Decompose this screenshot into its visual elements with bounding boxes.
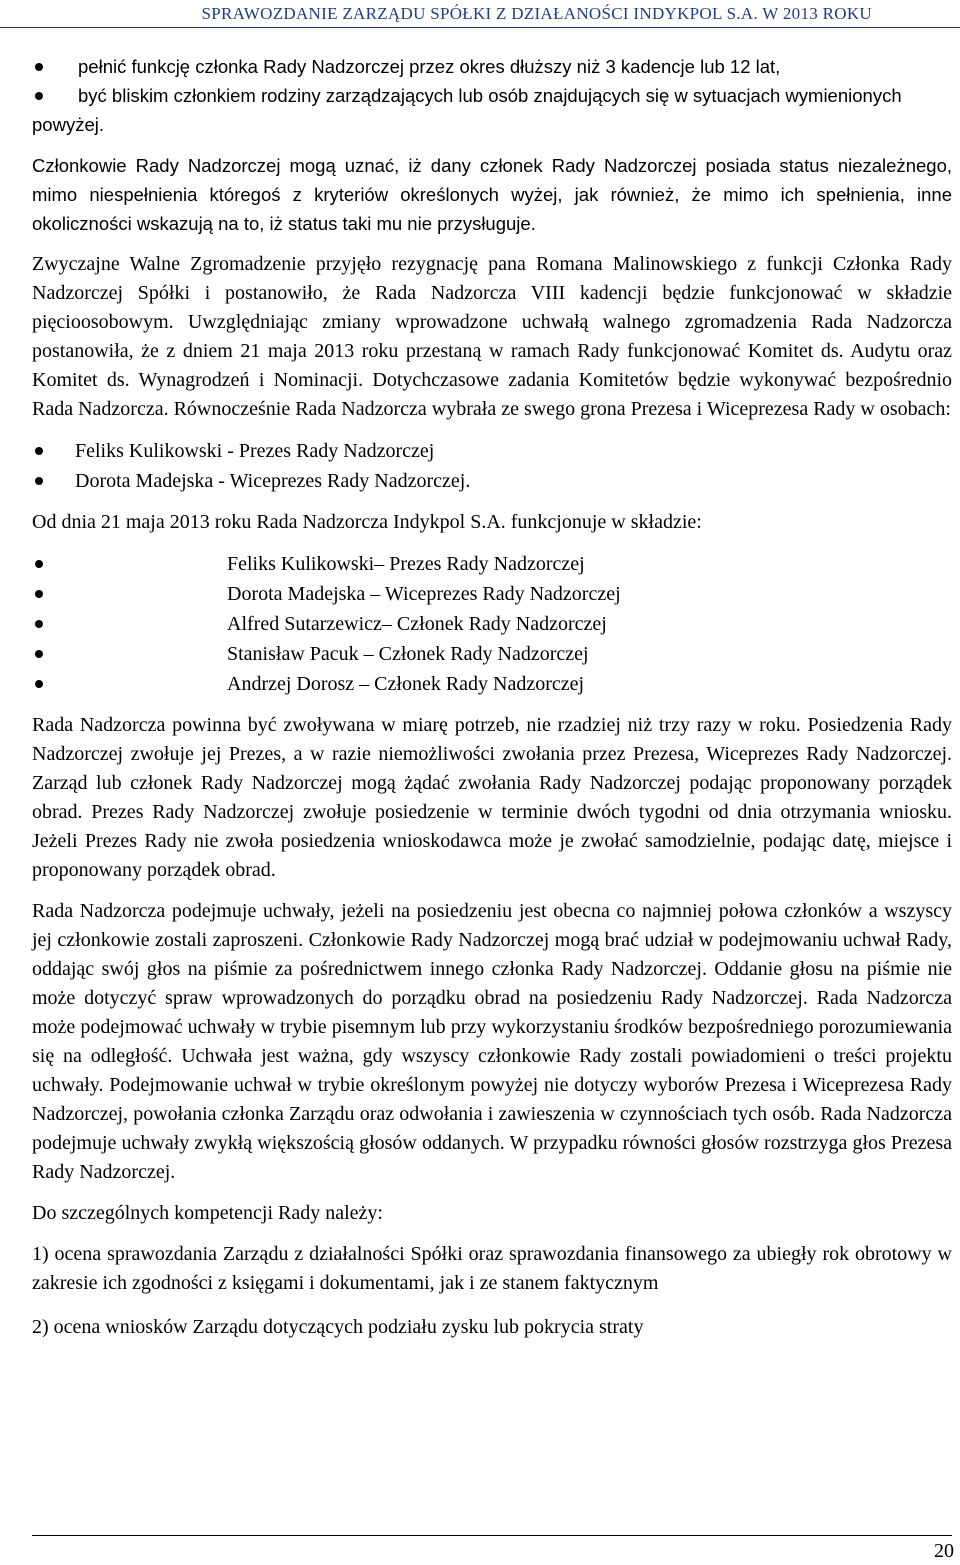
page-header: SPRAWOZDANIE ZARZĄDU SPÓŁKI Z DZIAŁANOŚCI INDYKPOL S.A. W 2013 ROKU xyxy=(0,0,960,28)
independence-criteria-list xyxy=(32,52,952,139)
bullet-icon xyxy=(35,680,43,688)
bullet-icon xyxy=(35,650,43,658)
list-item: Dorota Madejska – Wiceprezes Rady Nadzorczej xyxy=(32,579,952,609)
list-item: być bliskim członkiem rodziny zarządzających lub osób znajdujących się w sytuacjach wymienionych powyżej. xyxy=(32,85,902,135)
bullet-icon xyxy=(35,560,43,568)
board-members-list xyxy=(32,549,952,699)
list-item: Andrzej Dorosz – Członek Rady Nadzorczej xyxy=(32,669,952,699)
composition-intro: Od dnia 21 maja 2013 roku Rada Nadzorcza Indykpol S.A. funkcjonuje w składzie: xyxy=(32,511,702,533)
bullet-icon xyxy=(35,447,43,455)
bullet-icon xyxy=(35,620,43,628)
list-item: Dorota Madejska - Wiceprezes Rady Nadzorczej. xyxy=(32,466,952,496)
list-item: Alfred Sutarzewicz– Członek Rady Nadzorczej xyxy=(32,609,952,639)
list-item: Feliks Kulikowski - Prezes Rady Nadzorczej xyxy=(32,436,952,466)
list-item: 1) ocena sprawozdania Zarządu z działalności Spółki oraz sprawozdania finansowego za ubiegły rok obrotowy w zakresie ich zgodności z księgami i dokumentami, jak i ze stanem faktycznym xyxy=(32,1243,952,1294)
bullet-icon xyxy=(35,477,43,485)
bullet-icon xyxy=(35,590,43,598)
page-content xyxy=(32,52,952,1357)
page-number: 20 xyxy=(934,1540,954,1562)
bullet-icon xyxy=(35,92,43,100)
competences-intro: Do szczególnych kompetencji Rady należy: xyxy=(32,1202,383,1224)
competences-list xyxy=(32,1240,952,1342)
resolutions-paragraph: Rada Nadzorcza podejmuje uchwały, jeżeli na posiedzeniu jest obecna co najmniej połowa członków a wszyscy jej członkowie zostali zaproszeni. Członkowie Rady Nadzorczej mogą brać udział w podejmowaniu uchwał Rady, oddając swój głos na piśmie za pośrednictwem innego członka Rady Nadzorczej. Oddanie głosu na piśmie nie może dotyczyć spraw wprowadzonych do porządku obrad na posiedzeniu Rady Nadzorczej. Rada Nadzorcza może podejmować uchwały w trybie pisemnym lub przy wykorzystaniu środków bezpośredniego porozumiewania się na odległość. Uchwała jest ważna, gdy wszyscy członkowie Rady zostali powiadomieni o treści projektu uchwały. Podejmowanie uchwał w trybie określonym powyżej nie dotyczy wyborów Prezesa i Wiceprezesa Rady Nadzorczej, powołania członka Zarządu oraz odwołania i zawieszenia w czynnościach tych osób. Rada Nadzorcza podejmuje uchwały zwykłą większością głosów oddanych. W przypadku równości głosów rozstrzyga głos Prezesa Rady Nadzorczej. xyxy=(32,900,952,1183)
elected-officers-list xyxy=(32,436,952,496)
bullet-icon xyxy=(35,63,43,71)
independence-paragraph: Członkowie Rady Nadzorczej mogą uznać, iż dany członek Rady Nadzorczej posiada status niezależnego, mimo niespełnienia któregoś z kryteriów określonych wyżej, jak również, że mimo ich spełnienia, inne okoliczności wskazują na to, iż status taki mu nie przysługuje. xyxy=(32,155,952,234)
footer-divider xyxy=(32,1535,952,1536)
list-item: pełnić funkcję członka Rady Nadzorczej przez okres dłuższy niż 3 kadencje lub 12 lat, xyxy=(32,52,952,81)
list-item: Stanisław Pacuk – Członek Rady Nadzorczej xyxy=(32,639,952,669)
resignation-paragraph: Zwyczajne Walne Zgromadzenie przyjęło rezygnację pana Romana Malinowskiego z funkcji Członka Rady Nadzorczej Spółki i postanowiło, że Rada Nadzorcza VIII kadencji będzie funkcjonować w składzie pięcioosobowym. Uwzględniając zmiany wprowadzone uchwałą walnego zgromadzenia Rada Nadzorcza postanowiła, że z dniem 21 maja 2013 roku przestaną w ramach Rady funkcjonować Komitet ds. Audytu oraz Komitet ds. Wynagrodzeń i Nominacji. Dotychczasowe zadania Komitetów będzie wykonywać bezpośrednio Rada Nadzorcza. Równocześnie Rada Nadzorcza wybrała ze swego grona Prezesa i Wiceprezesa Rady w osobach: xyxy=(32,253,952,420)
meetings-paragraph: Rada Nadzorcza powinna być zwoływana w miarę potrzeb, nie rzadziej niż trzy razy w roku. Posiedzenia Rady Nadzorczej zwołuje jej Prezes, a w razie niemożliwości zwołania przez Prezesa, Wiceprezes Rady Nadzorczej. Zarząd lub członek Rady Nadzorczej mogą żądać zwołania Rady Nadzorczej podając proponowany porządek obrad. Prezes Rady Nadzorczej zwołuje posiedzenie w terminie dwóch tygodni od dnia otrzymania wniosku. Jeżeli Prezes Rady nie zwoła posiedzenia wnioskodawca może je zwołać samodzielnie, podając datę, miejsce i proponowany porządek obrad. xyxy=(32,714,952,881)
list-item: Feliks Kulikowski– Prezes Rady Nadzorczej xyxy=(32,549,952,579)
list-item: 2) ocena wniosków Zarządu dotyczących podziału zysku lub pokrycia straty xyxy=(32,1316,644,1338)
